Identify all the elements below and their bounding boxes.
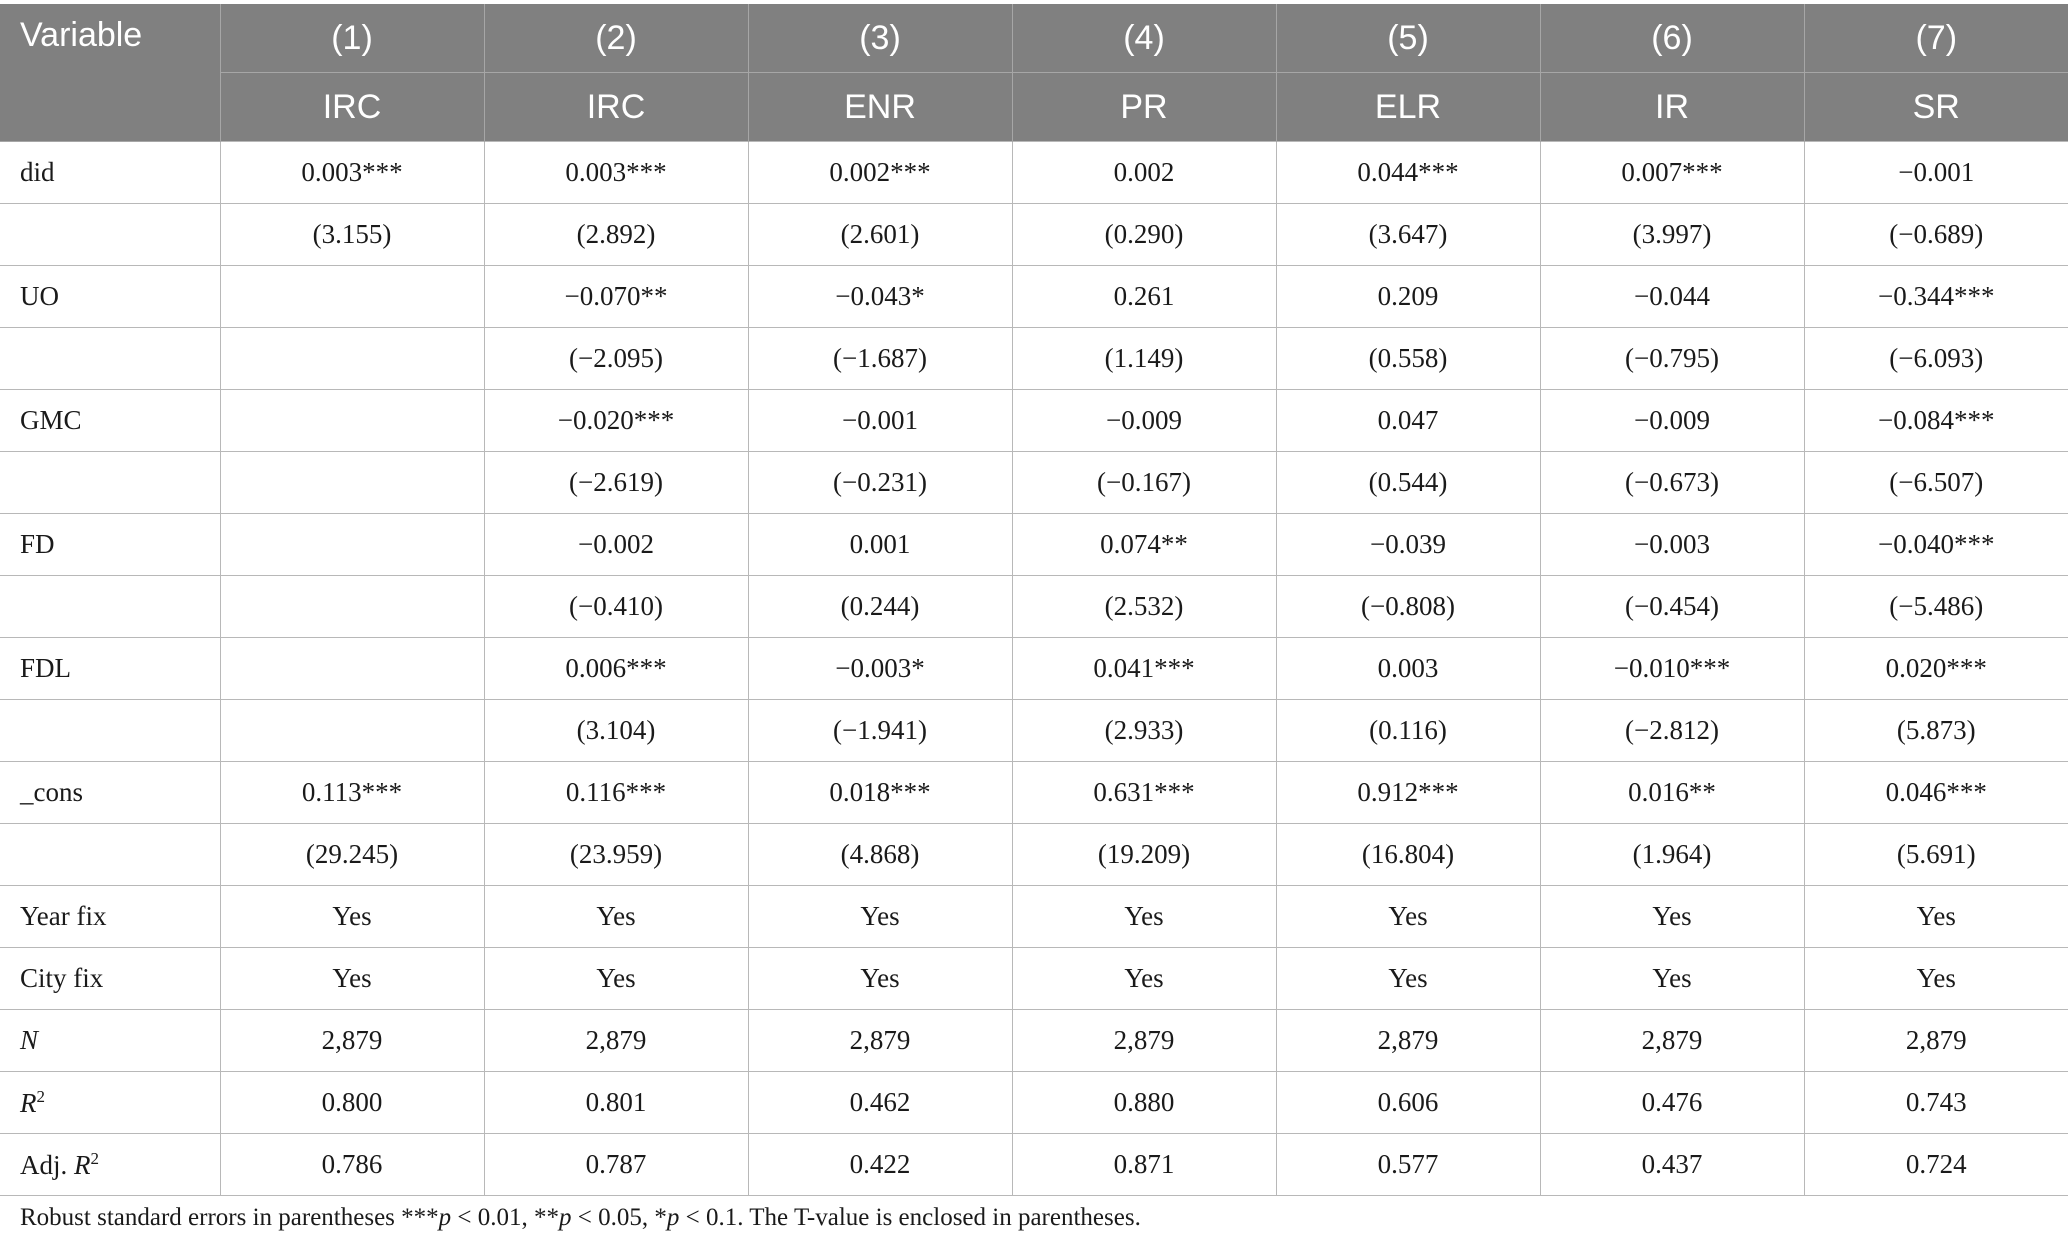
table-cell: (−2.812) — [1540, 700, 1804, 762]
col-number-6: (6) — [1540, 4, 1804, 73]
table-cell: 0.880 — [1012, 1072, 1276, 1134]
table-cell: 2,879 — [748, 1010, 1012, 1072]
table-cell: 0.631*** — [1012, 762, 1276, 824]
table-cell — [220, 452, 484, 514]
table-cell: (−6.507) — [1804, 452, 2068, 514]
header-variable: Variable — [0, 4, 220, 142]
table-row — [0, 142, 2068, 204]
table-cell: (−0.673) — [1540, 452, 1804, 514]
table-cell: 0.261 — [1012, 266, 1276, 328]
table-cell: 0.724 — [1804, 1134, 2068, 1196]
row-label: _cons — [0, 762, 220, 824]
table-cell: (−0.689) — [1804, 204, 2068, 266]
table-cell: 0.116*** — [484, 762, 748, 824]
row-label: GMC — [0, 390, 220, 452]
table-cell: (−6.093) — [1804, 328, 2068, 390]
table-row — [0, 204, 2068, 266]
table-cell: −0.010*** — [1540, 638, 1804, 700]
table-cell: −0.043* — [748, 266, 1012, 328]
table-cell: 0.743 — [1804, 1072, 2068, 1134]
table-row — [0, 824, 2068, 886]
table-cell: (3.104) — [484, 700, 748, 762]
table-cell: 0.801 — [484, 1072, 748, 1134]
table-cell: −0.040*** — [1804, 514, 2068, 576]
table-cell: Yes — [1540, 948, 1804, 1010]
table-cell: Yes — [1276, 886, 1540, 948]
table-cell — [220, 514, 484, 576]
table-cell: 0.047 — [1276, 390, 1540, 452]
table-cell: (23.959) — [484, 824, 748, 886]
table-cell: (−0.167) — [1012, 452, 1276, 514]
table-cell: (−2.095) — [484, 328, 748, 390]
header-row-vars — [0, 73, 2068, 142]
table-row — [0, 514, 2068, 576]
table-cell: (−0.410) — [484, 576, 748, 638]
table-cell: 0.044*** — [1276, 142, 1540, 204]
table-cell — [220, 576, 484, 638]
table-cell: (2.532) — [1012, 576, 1276, 638]
table-cell: (−5.486) — [1804, 576, 2068, 638]
regression-table — [0, 4, 2068, 1196]
table-cell: (0.558) — [1276, 328, 1540, 390]
table-cell: −0.070** — [484, 266, 748, 328]
table-cell: 0.871 — [1012, 1134, 1276, 1196]
col-number-3: (3) — [748, 4, 1012, 73]
table-cell: 0.476 — [1540, 1072, 1804, 1134]
table-cell: 0.001 — [748, 514, 1012, 576]
table-cell: 0.003*** — [484, 142, 748, 204]
row-label: N — [0, 1010, 220, 1072]
table-cell: (2.601) — [748, 204, 1012, 266]
row-label: did — [0, 142, 220, 204]
row-label — [0, 824, 220, 886]
table-cell: 0.006*** — [484, 638, 748, 700]
table-cell: 0.462 — [748, 1072, 1012, 1134]
col-var-7: SR — [1804, 73, 2068, 142]
table-cell: 0.577 — [1276, 1134, 1540, 1196]
table-row — [0, 328, 2068, 390]
table-cell: (1.149) — [1012, 328, 1276, 390]
table-cell — [220, 638, 484, 700]
row-label: FDL — [0, 638, 220, 700]
footnote-prefix: Robust standard errors in parentheses *** — [20, 1204, 439, 1231]
table-cell — [220, 266, 484, 328]
table-cell: 0.002*** — [748, 142, 1012, 204]
table-cell: 0.786 — [220, 1134, 484, 1196]
table-cell: (−1.687) — [748, 328, 1012, 390]
table-cell: −0.039 — [1276, 514, 1540, 576]
table-cell: Yes — [484, 948, 748, 1010]
table-cell: 0.002 — [1012, 142, 1276, 204]
footnote-p2: p — [559, 1204, 572, 1231]
table-cell: 0.016** — [1540, 762, 1804, 824]
table-cell: 0.020*** — [1804, 638, 2068, 700]
table-cell: 0.041*** — [1012, 638, 1276, 700]
col-number-2: (2) — [484, 4, 748, 73]
row-label: Year fix — [0, 886, 220, 948]
table-body — [0, 142, 2068, 1196]
table-row — [0, 700, 2068, 762]
row-label: UO — [0, 266, 220, 328]
table-cell: Yes — [1012, 886, 1276, 948]
row-label: FD — [0, 514, 220, 576]
table-row — [0, 266, 2068, 328]
table-cell: 0.606 — [1276, 1072, 1540, 1134]
table-cell: Yes — [748, 948, 1012, 1010]
table-cell: Yes — [1804, 886, 2068, 948]
table-cell: Yes — [1276, 948, 1540, 1010]
table-cell: (−0.795) — [1540, 328, 1804, 390]
col-var-5: ELR — [1276, 73, 1540, 142]
table-cell: 0.422 — [748, 1134, 1012, 1196]
table-cell: −0.009 — [1540, 390, 1804, 452]
table-cell: 0.018*** — [748, 762, 1012, 824]
table-cell: 0.003 — [1276, 638, 1540, 700]
table-cell: −0.020*** — [484, 390, 748, 452]
table-cell: (1.964) — [1540, 824, 1804, 886]
row-label: Adj. $R^2$ — [0, 1134, 220, 1196]
footnote-t2: < 0.05, * — [571, 1204, 667, 1231]
table-row — [0, 1010, 2068, 1072]
col-number-1: (1) — [220, 4, 484, 73]
table-cell: −0.002 — [484, 514, 748, 576]
row-label — [0, 204, 220, 266]
table-row — [0, 886, 2068, 948]
footnote-t1: < 0.01, ** — [451, 1204, 560, 1231]
table-cell: (3.647) — [1276, 204, 1540, 266]
table-cell: Yes — [220, 948, 484, 1010]
table-cell: 0.437 — [1540, 1134, 1804, 1196]
row-label — [0, 328, 220, 390]
table-cell — [220, 328, 484, 390]
table-cell: 0.209 — [1276, 266, 1540, 328]
table-cell: (0.244) — [748, 576, 1012, 638]
table-cell: (−1.941) — [748, 700, 1012, 762]
col-number-5: (5) — [1276, 4, 1540, 73]
table-cell: 0.912*** — [1276, 762, 1540, 824]
table-row — [0, 390, 2068, 452]
table-row — [0, 576, 2068, 638]
col-var-4: PR — [1012, 73, 1276, 142]
table-row — [0, 762, 2068, 824]
table-cell: (0.116) — [1276, 700, 1540, 762]
table-cell: 0.003*** — [220, 142, 484, 204]
col-var-1: IRC — [220, 73, 484, 142]
col-var-6: IR — [1540, 73, 1804, 142]
table-cell: −0.044 — [1540, 266, 1804, 328]
footnote-p1: p — [438, 1204, 452, 1231]
table-row — [0, 948, 2068, 1010]
table-cell: Yes — [1804, 948, 2068, 1010]
table-cell: 0.074** — [1012, 514, 1276, 576]
col-var-2: IRC — [484, 73, 748, 142]
table-cell: 0.787 — [484, 1134, 748, 1196]
table-cell: Yes — [1540, 886, 1804, 948]
col-number-7: (7) — [1804, 4, 2068, 73]
table-cell: Yes — [748, 886, 1012, 948]
table-cell: −0.003 — [1540, 514, 1804, 576]
table-cell: −0.084*** — [1804, 390, 2068, 452]
footnote — [20, 1204, 1141, 1232]
table-cell: (−0.808) — [1276, 576, 1540, 638]
header-row-numbers — [0, 4, 2068, 73]
row-label: $R^2$ — [0, 1072, 220, 1134]
table-row — [0, 1072, 2068, 1134]
table-cell: −0.001 — [1804, 142, 2068, 204]
table-cell: 2,879 — [1804, 1010, 2068, 1072]
row-label: City fix — [0, 948, 220, 1010]
col-var-3: ENR — [748, 73, 1012, 142]
table-cell: 2,879 — [484, 1010, 748, 1072]
table-cell: −0.009 — [1012, 390, 1276, 452]
table-cell: Yes — [1012, 948, 1276, 1010]
table-row — [0, 638, 2068, 700]
table-cell: −0.003* — [748, 638, 1012, 700]
table-cell: 0.007*** — [1540, 142, 1804, 204]
table-cell: 2,879 — [1276, 1010, 1540, 1072]
table-row — [0, 1134, 2068, 1196]
table-cell: 0.046*** — [1804, 762, 2068, 824]
table-cell: (2.933) — [1012, 700, 1276, 762]
row-label — [0, 700, 220, 762]
footnote-p3: p — [666, 1204, 680, 1231]
table-cell: 2,879 — [1540, 1010, 1804, 1072]
table-cell — [220, 390, 484, 452]
table-cell: (5.873) — [1804, 700, 2068, 762]
table-row — [0, 452, 2068, 514]
row-label — [0, 576, 220, 638]
table-cell: (−2.619) — [484, 452, 748, 514]
table-cell: −0.001 — [748, 390, 1012, 452]
table-cell: (−0.231) — [748, 452, 1012, 514]
table-cell: (0.544) — [1276, 452, 1540, 514]
table-header — [0, 4, 2068, 142]
table-cell: 2,879 — [1012, 1010, 1276, 1072]
table-cell: (−0.454) — [1540, 576, 1804, 638]
table-cell — [220, 700, 484, 762]
row-label — [0, 452, 220, 514]
table-cell: (19.209) — [1012, 824, 1276, 886]
col-number-4: (4) — [1012, 4, 1276, 73]
table-cell: (3.155) — [220, 204, 484, 266]
table-cell: (2.892) — [484, 204, 748, 266]
table-cell: 2,879 — [220, 1010, 484, 1072]
footnote-t3: < 0.1. The T-value is enclosed in parentheses. — [679, 1204, 1141, 1231]
table-cell: (16.804) — [1276, 824, 1540, 886]
table-cell: Yes — [484, 886, 748, 948]
table-cell: (5.691) — [1804, 824, 2068, 886]
table-cell: 0.113*** — [220, 762, 484, 824]
table-cell: 0.800 — [220, 1072, 484, 1134]
table-cell: (3.997) — [1540, 204, 1804, 266]
table-cell: (0.290) — [1012, 204, 1276, 266]
table-cell: (29.245) — [220, 824, 484, 886]
table-cell: Yes — [220, 886, 484, 948]
table-cell: (4.868) — [748, 824, 1012, 886]
table-cell: −0.344*** — [1804, 266, 2068, 328]
